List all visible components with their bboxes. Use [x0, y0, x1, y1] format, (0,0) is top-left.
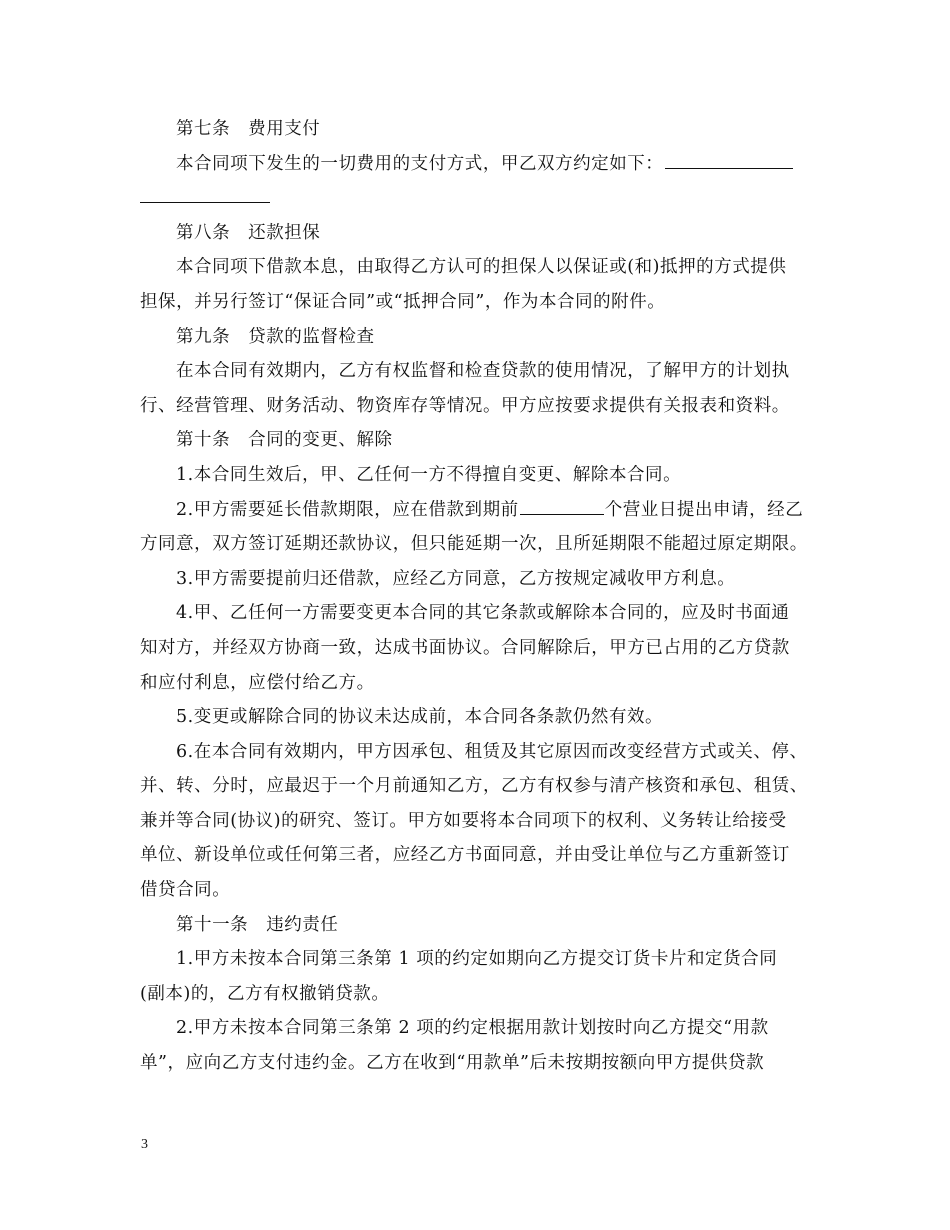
clause-item: 6.在本合同有效期内，甲方因承包、租赁及其它原因而改变经营方式或关、停、: [176, 741, 808, 762]
article-number: 第九条: [176, 326, 231, 347]
article-10-heading: [140, 423, 812, 458]
paragraph-line: 行、经营管理、财务活动、物资库存等情况。甲方应按要求提供有关报表和资料。: [140, 395, 790, 416]
fill-in-blank: [665, 151, 793, 169]
clause-item: 2.甲方未按本合同第三条第 2 项的约定根据用款计划按时向乙方提交“用款: [176, 1018, 769, 1039]
paragraph-line: 兼并等合同(协议)的研究、签订。甲方如要将本合同项下的权利、义务转让给接受: [140, 810, 787, 831]
fill-in-blank: [140, 186, 270, 204]
article-number: 第八条: [176, 222, 231, 243]
article-number: 第七条: [176, 119, 231, 139]
article-7-heading: [140, 112, 812, 147]
paragraph-line: 方同意，双方签订延期还款协议，但只能延期一次，且所延期限不能超过原定期限。: [140, 534, 808, 555]
article-title: 合同的变更、解除: [248, 430, 393, 451]
article-title: 费用支付: [248, 119, 321, 139]
article-9-heading: [140, 320, 812, 355]
paragraph-line: 和应付利息，应偿付给乙方。: [140, 672, 375, 693]
clause-item: 2.甲方需要延长借款期限，应在借款到期前 个营业日提出申请，经乙: [140, 493, 812, 528]
clause-item: 4.甲、乙任何一方需要变更本合同的其它条款或解除本合同的，应及时书面通: [176, 603, 790, 624]
article-7-blank-line: [140, 181, 812, 216]
paragraph-line: 知对方，并经双方协商一致，达成书面协议。合同解除后，甲方已占用的乙方贷款: [140, 637, 790, 658]
paragraph-line: 单”，应向乙方支付违约金。乙方在收到“用款单”后未按期按额向甲方提供贷款: [140, 1053, 765, 1074]
contract-page: [140, 112, 812, 1081]
article-title: 违约责任: [266, 914, 339, 935]
paragraph-line: 本合同项下借款本息，由取得乙方认可的担保人以保证或(和)抵押的方式提供: [176, 257, 787, 278]
page-number: 3: [141, 1137, 148, 1152]
article-number: 第十一条: [176, 914, 249, 935]
paragraph-line: 并、转、分时，应最迟于一个月前通知乙方，乙方有权参与清产核资和承包、租赁、: [140, 776, 808, 797]
clause-item: 5.变更或解除合同的协议未达成前，本合同各条款仍然有效。: [176, 707, 664, 728]
clause-item: 1.甲方未按本合同第三条第 1 项的约定如期向乙方提交订货卡片和定货合同: [176, 949, 778, 970]
article-8-heading: [140, 216, 812, 251]
paragraph-line: 借贷合同。: [140, 880, 231, 901]
article-7-body: 本合同项下发生的一切费用的支付方式，甲乙双方约定如下：: [140, 147, 812, 182]
clause-item: 3.甲方需要提前归还借款，应经乙方同意，乙方按规定减收甲方利息。: [176, 568, 736, 589]
fill-in-blank: [520, 497, 604, 515]
article-11-heading: [140, 908, 812, 943]
article-title: 还款担保: [248, 222, 321, 243]
article-title: 贷款的监督检查: [248, 326, 375, 347]
paragraph-line: 在本合同有效期内，乙方有权监督和检查贷款的使用情况，了解甲方的计划执: [176, 361, 790, 382]
clause-item: 1.本合同生效后，甲、乙任何一方不得擅自变更、解除本合同。: [176, 464, 682, 485]
paragraph-line: (副本)的，乙方有权撤销贷款。: [140, 983, 390, 1004]
paragraph-line: 单位、新设单位或任何第三者，应经乙方书面同意，并由受让单位与乙方重新签订: [140, 845, 790, 866]
article-number: 第十条: [176, 430, 231, 451]
paragraph-line: 担保，并另行签订“保证合同”或“抵押合同”，作为本合同的附件。: [140, 291, 666, 312]
